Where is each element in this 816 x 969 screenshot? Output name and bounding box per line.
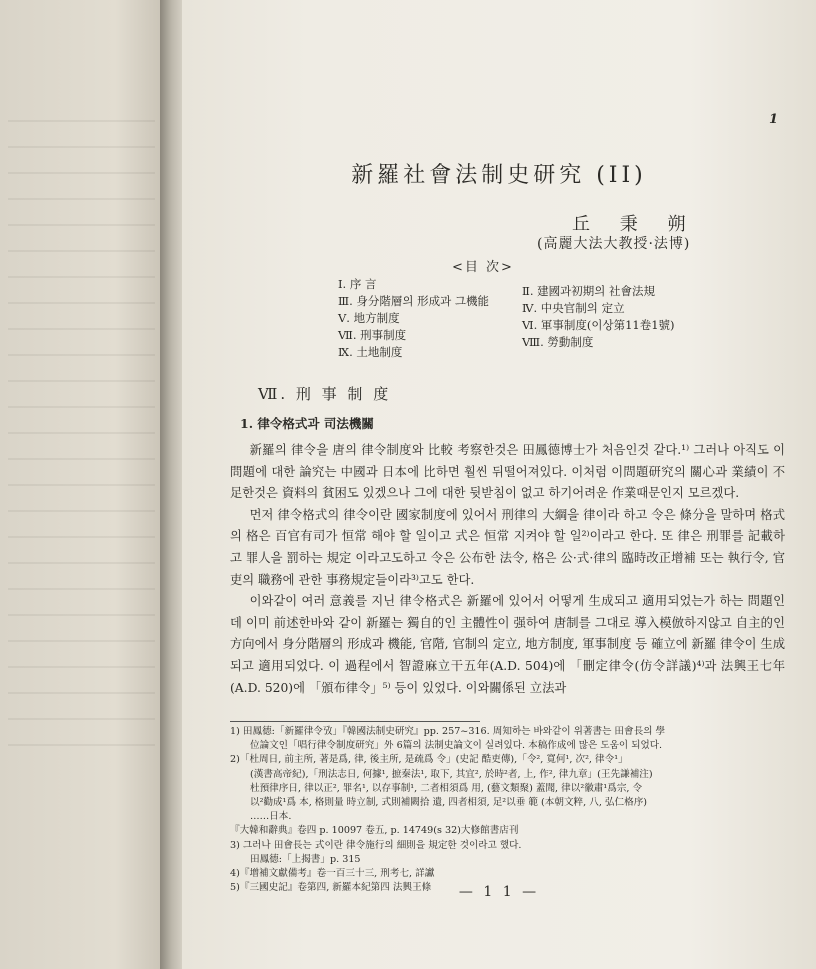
folio: — 1 1 — bbox=[458, 884, 540, 900]
article-title: 新羅社會法制史研究 (II) bbox=[351, 163, 647, 188]
body-paragraph: 이와같이 여러 意義를 지닌 律令格式은 新羅에 있어서 어떻게 生成되고 適用되었는가 하는 問題인데 이미 前述한바와 같이 新羅는 獨自的인 主體性이 强하여 唐制를 그대로 導入模倣하지않고 自主的인 方向에서 身分階層의 形成과 機能, 官階, 官制의 定立, 地方制度, 軍事制度 등 確立에 新羅 律令이 生成되고 適用되었다. 이 過程에서 智證麻立干五年(A.D. 504)에 「刪定律令(仿令詳議)⁴⁾과 法興王七年(A.D. 520)에 「頒布律令」⁵⁾ 등이 있었다. 이와關係된 立法과 bbox=[230, 594, 785, 695]
footnote-line: 3) 그러나 田會長는 式이란 律令施行의 細則을 規定한 것이라고 했다. bbox=[230, 839, 522, 851]
footnote-line: 田鳳德:「上揭書」p. 315 bbox=[250, 853, 361, 865]
footnote-line: 『大韓和辭典』卷四 p. 10097 卷五, p. 14749(s 32)大修館書店刊 bbox=[230, 825, 519, 837]
document-page bbox=[182, 0, 816, 969]
toc-item: Ⅱ. 建國과初期의 社會法規 bbox=[522, 284, 655, 298]
footnote-line: 杜預律序日, 律以正², 罪名¹, 以存事制¹, 二者相須爲 用, (藝文類聚) 蓋聞, 律以²徽肅¹爲宗, 令 bbox=[250, 782, 643, 794]
footnote-rule bbox=[230, 721, 480, 722]
author-name: 丘 秉 朔 bbox=[572, 214, 698, 235]
section-heading: Ⅶ. 刑 事 制 度 bbox=[258, 385, 392, 403]
author-affiliation: (高麗大法大教授·法博) bbox=[537, 236, 691, 252]
toc-item: Ⅸ. 土地制度 bbox=[338, 345, 403, 359]
toc-item: Ⅵ. 軍事制度(이상第11卷1號) bbox=[522, 318, 675, 332]
toc-item: Ⅶ. 刑事制度 bbox=[338, 328, 407, 342]
footnote-line: 5)『三國史記』卷第四, 新羅本紀第四 法興王條 bbox=[230, 882, 432, 894]
toc-item: Ⅷ. 勞動制度 bbox=[522, 335, 594, 349]
bleed-through-text bbox=[8, 120, 155, 769]
body-paragraph: 新羅의 律令을 唐의 律令制度와 比較 考察한것은 田鳳德博士가 처음인것 같다.¹⁾ 그러나 아직도 이問題에 대한 論究는 中國과 日本에 比하면 훨씬 뒤떨어져있다. 이처럼 이問題研究의 關心과 業績이 不足한것은 資料의 貧困도 있겠으나 그에 대한 뒷받침이 없고 하기어려운 作業때문인지 모르겠다. bbox=[230, 443, 785, 501]
footnote-line: 2)「杜周日, 前主所, 著是爲, 律, 後主所, 是疏爲 令」(史記 酷吏傳),「令², 寬何¹, 次², 律令¹」 bbox=[230, 754, 628, 766]
toc-item: Ⅳ. 中央官制의 定立 bbox=[522, 301, 625, 315]
footnote-line: 以²勸成¹爲 本, 格則量 時立制, 式則補闕拾 遺, 四者相須, 足²以垂 範 (本朝文粹, 八, 弘仁格序) bbox=[250, 797, 648, 809]
page-number: 1 bbox=[768, 112, 778, 127]
toc-item: Ⅲ. 身分階層의 形成과 그機能 bbox=[338, 294, 490, 308]
toc-item: Ⅴ. 地方制度 bbox=[338, 311, 400, 325]
facing-page bbox=[0, 0, 165, 969]
footnote-line: (漢書高帝紀),「刑法志日, 何據¹, 摭秦法¹, 取下, 其宜², 於時²者, 上, 作², 律九章」(王先謙補注) bbox=[250, 768, 653, 780]
footnote-line: 位論文인「唱行律令制度研究」外 6篇의 法制史論文이 실려있다. 本稿作成에 많은 도움이 되었다. bbox=[250, 740, 663, 752]
toc-item: Ⅰ. 序 言 bbox=[338, 277, 377, 291]
footnote-line: 1) 田鳳德:「新羅律令攷」『韓國法制史研究』pp. 257~316. 周知하는 바와같이 위著書는 田會長의 學 bbox=[230, 726, 666, 737]
toc-right-column bbox=[522, 283, 675, 351]
footnote-line: ……日本. bbox=[250, 811, 292, 823]
footnotes bbox=[230, 725, 790, 895]
subsection-heading: 1. 律令格式과 司法機關 bbox=[240, 416, 374, 431]
toc-heading: <目 次> bbox=[452, 260, 514, 275]
body-text bbox=[230, 440, 785, 699]
body-paragraph: 먼저 律令格式의 律令이란 國家制度에 있어서 刑律의 大綱을 律이라 하고 令은 條分을 말하며 格式의 格은 百官有司가 恒常 해야 할 일이고 式은 恒常 지켜야 할 일²⁾이라고 한다. 또 律은 刑罪를 記載하고 罪人을 罰하는 規定 이라고도하고 令은 公布한 法令, 格은 公·式·律의 臨時改正增補 또는 執行令, 官吏의 職務에 관한 事務規定들이라³⁾고도 한다. bbox=[230, 507, 785, 587]
toc-left-column bbox=[338, 276, 489, 361]
footnote-line: 4)『增補文獻備考』卷一百三十三, 刑考七, 詳讞 bbox=[230, 868, 435, 880]
